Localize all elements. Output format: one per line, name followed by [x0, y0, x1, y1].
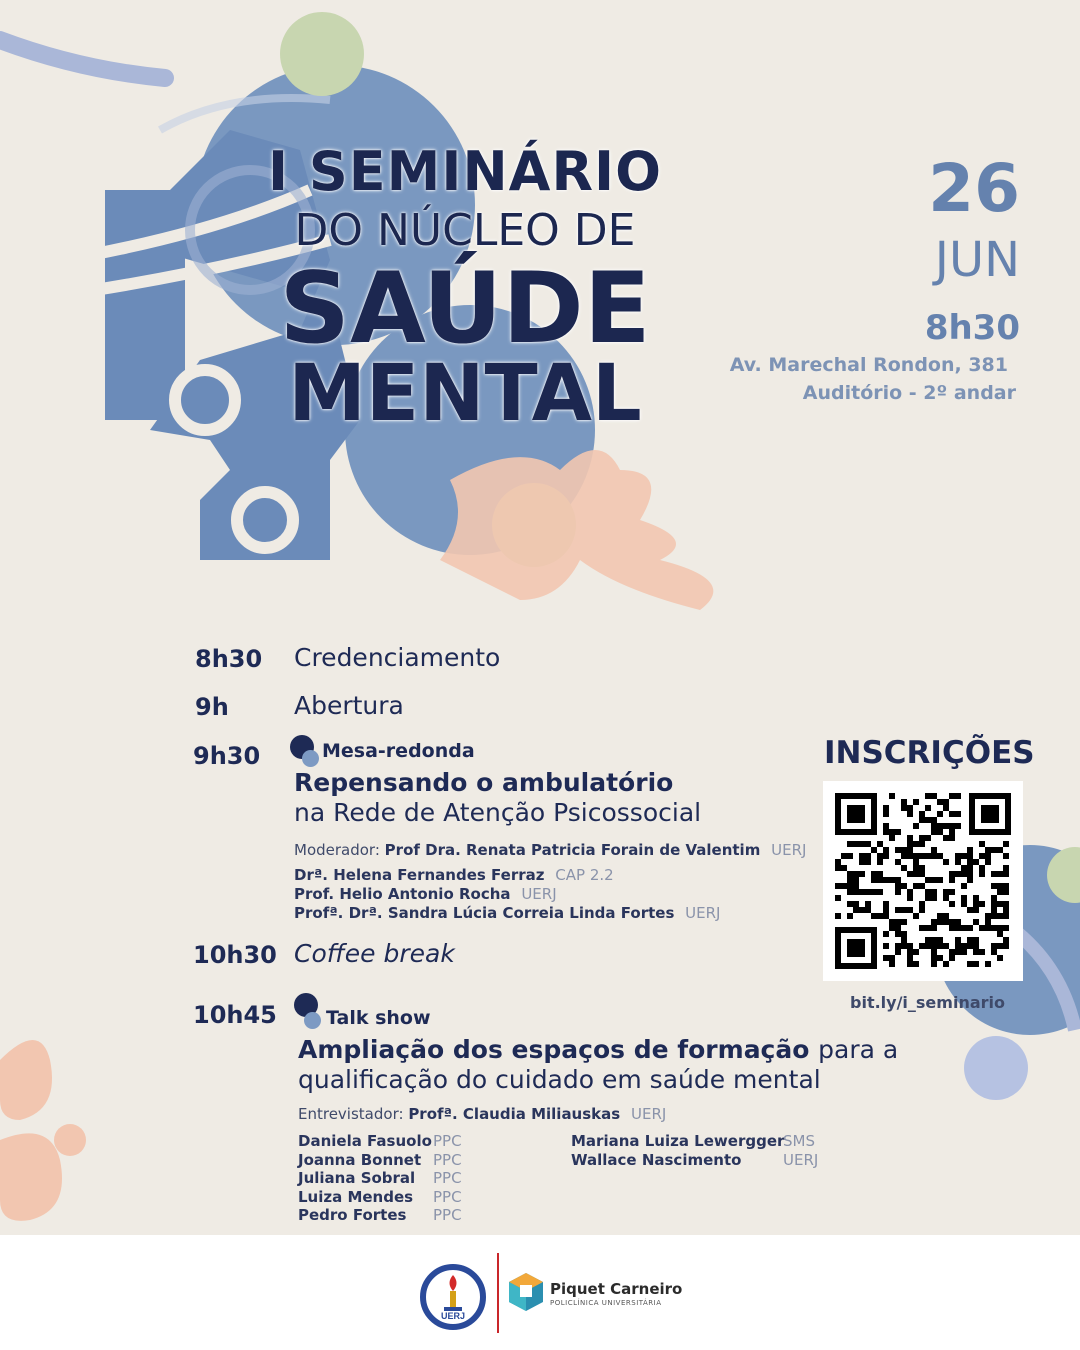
title-line-1: I SEMINÁRIO: [267, 140, 663, 203]
guest-name: Joanna Bonnet: [298, 1151, 422, 1169]
title-line-2: DO NÚCLEO DE: [294, 205, 636, 256]
footer-divider: [497, 1253, 499, 1333]
qr-code[interactable]: [823, 781, 1023, 981]
interviewer-name: Profª. Claudia Miliauskas: [408, 1105, 621, 1123]
session-title-talk-rest: para a: [818, 1035, 899, 1064]
event-room: Auditório - 2º andar: [802, 382, 1016, 404]
interviewer-org: UERJ: [630, 1105, 667, 1123]
moderator-org: UERJ: [771, 841, 807, 859]
schedule-time-3: 9h30: [193, 742, 261, 770]
badge-dot-icon: [302, 750, 319, 767]
schedule-time-1: 8h30: [195, 645, 263, 673]
interviewer-line: [298, 1105, 666, 1123]
title-line-4: MENTAL: [288, 349, 642, 439]
session-title-mesa: Repensando o ambulatório: [294, 768, 674, 797]
guest-org: UERJ: [783, 1151, 819, 1169]
schedule-label-2: Abertura: [294, 691, 404, 720]
moderator-line: [294, 841, 806, 859]
panelist-org: UERJ: [685, 904, 721, 922]
moderator-label: Moderador:: [294, 841, 380, 859]
guest-name: Wallace Nascimento: [571, 1151, 742, 1169]
qr-code-icon: [823, 781, 1023, 981]
session-badge-mesa: Mesa-redonda: [322, 740, 475, 762]
event-time: 8h30: [924, 308, 1020, 348]
event-day: 26: [928, 150, 1020, 227]
schedule-time-2: 9h: [195, 693, 229, 721]
guest-name: Luiza Mendes: [298, 1188, 414, 1206]
partner-subtitle: POLICLÍNICA UNIVERSITÁRIA: [550, 1299, 662, 1307]
schedule-label-1: Credenciamento: [294, 643, 501, 672]
event-month: JUN: [934, 232, 1020, 288]
interviewer-label: Entrevistador:: [298, 1105, 404, 1123]
title-line-3: SAÚDE: [279, 252, 651, 366]
uerj-mark: UERJ: [440, 1311, 466, 1321]
guest-name: Juliana Sobral: [298, 1169, 416, 1187]
schedule-time-4: 10h30: [193, 941, 277, 969]
registration-link[interactable]: bit.ly/i_seminario: [850, 993, 1005, 1012]
session-badge-talk: Talk show: [326, 1007, 431, 1029]
moderator-name: Prof Dra. Renata Patricia Forain de Valentim: [384, 841, 761, 859]
guest-org: SMS: [783, 1132, 815, 1150]
panelist: [294, 866, 614, 884]
panelist-org: CAP 2.2: [555, 866, 614, 884]
panelist-name: Profª. Drª. Sandra Lúcia Correia Linda Fortes: [294, 904, 675, 922]
session-subtitle-mesa: na Rede de Atenção Psicossocial: [294, 798, 702, 827]
schedule-time-5: 10h45: [193, 1001, 277, 1029]
badge-dot-icon: [304, 1012, 321, 1029]
session-title-talk-bold: Ampliação dos espaços de formação: [298, 1035, 810, 1064]
panelist: [294, 885, 557, 903]
guest-org: PPC: [433, 1188, 462, 1206]
guest-name: Mariana Luiza Lewergger: [571, 1132, 785, 1150]
guest-org: PPC: [433, 1206, 462, 1224]
panelist: [294, 904, 720, 922]
guest-org: PPC: [433, 1132, 462, 1150]
session-title-talk: [298, 1035, 898, 1064]
registration-title: INSCRIÇÕES: [824, 735, 1035, 771]
footer: [0, 1235, 1080, 1350]
panelist-name: Drª. Helena Fernandes Ferraz: [294, 866, 545, 884]
guest-org: PPC: [433, 1169, 462, 1187]
guest-name: Pedro Fortes: [298, 1206, 407, 1224]
panelist-org: UERJ: [521, 885, 557, 903]
partner-name: Piquet Carneiro: [550, 1280, 683, 1298]
piquet-carneiro-logo-icon: [507, 1271, 545, 1313]
guest-org: PPC: [433, 1151, 462, 1169]
panelist-name: Prof. Helio Antonio Rocha: [294, 885, 511, 903]
schedule-label-4: Coffee break: [294, 939, 455, 968]
uerj-seal-icon: [418, 1257, 488, 1337]
guest-name: Daniela Fasuolo: [298, 1132, 432, 1150]
event-address: Av. Marechal Rondon, 381: [729, 354, 1008, 376]
session-subtitle-talk: qualificação do cuidado em saúde mental: [298, 1065, 821, 1094]
